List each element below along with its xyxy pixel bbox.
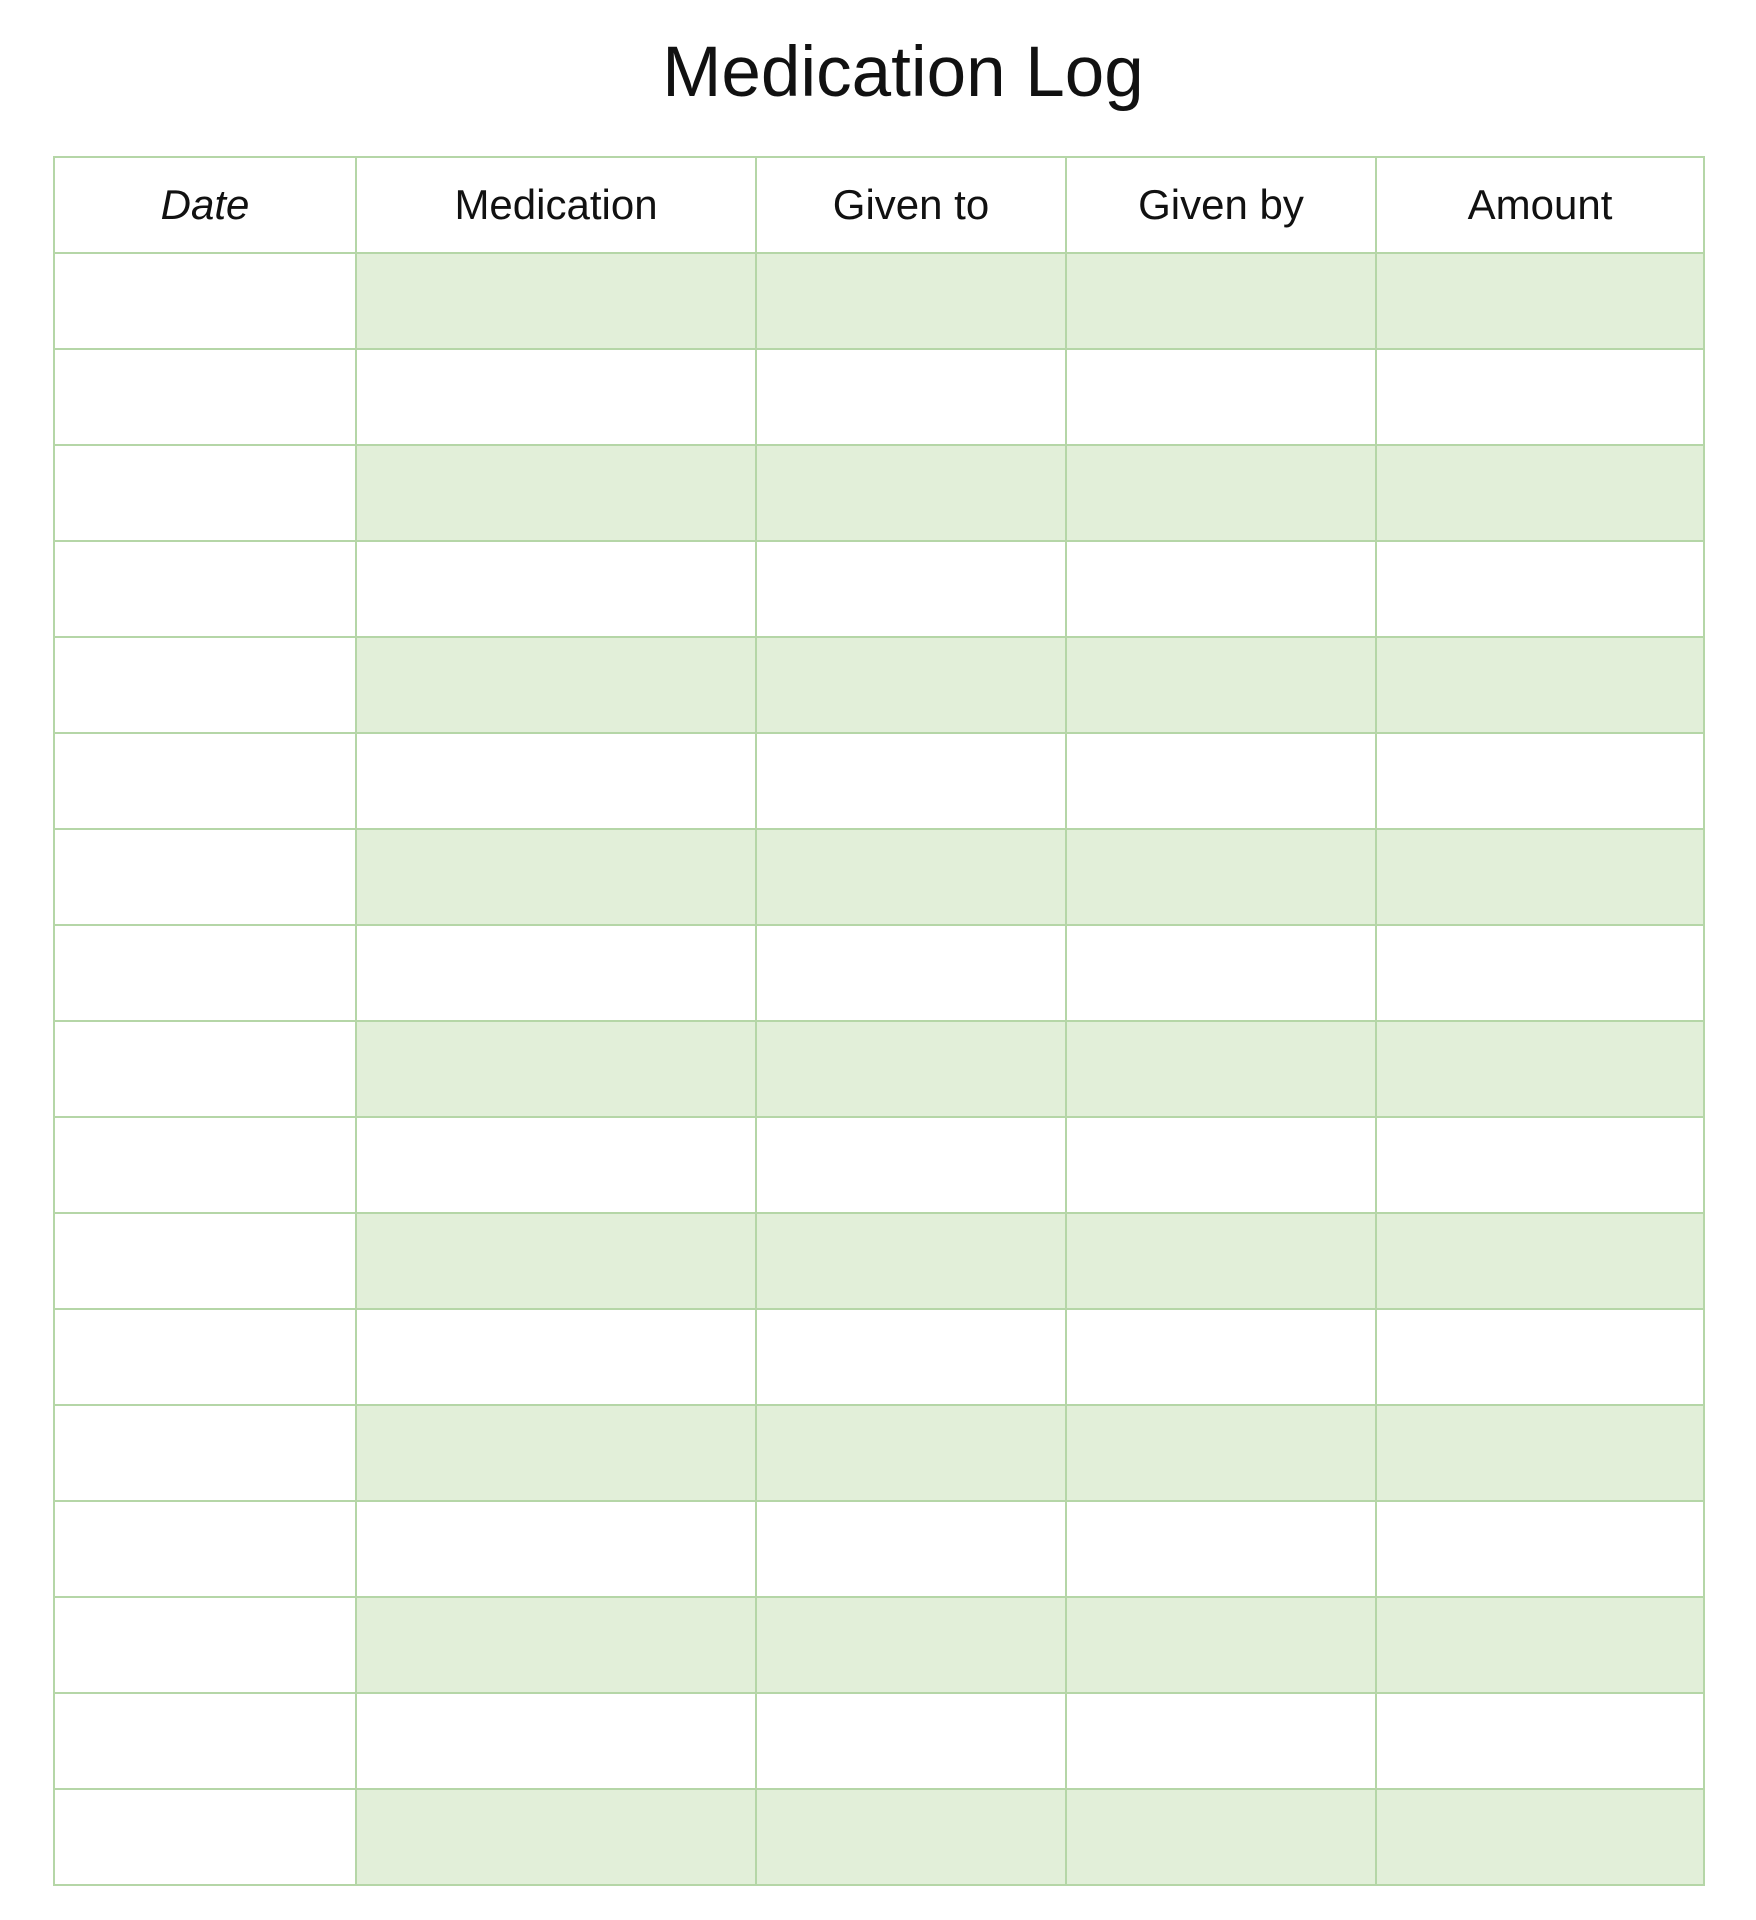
table-row (54, 253, 1704, 349)
medication-cell[interactable] (356, 1117, 756, 1213)
table-row (54, 829, 1704, 925)
date-cell[interactable] (54, 733, 356, 829)
given-by-cell[interactable] (1066, 925, 1376, 1021)
given-by-cell[interactable] (1066, 1405, 1376, 1501)
amount-cell[interactable] (1376, 1213, 1704, 1309)
table-row (54, 637, 1704, 733)
table-row (54, 349, 1704, 445)
amount-cell[interactable] (1376, 349, 1704, 445)
medication-cell[interactable] (356, 1789, 756, 1885)
amount-cell[interactable] (1376, 1405, 1704, 1501)
date-cell[interactable] (54, 349, 356, 445)
date-cell[interactable] (54, 1501, 356, 1597)
date-cell[interactable] (54, 1597, 356, 1693)
given-to-cell[interactable] (756, 445, 1066, 541)
table-row (54, 1693, 1704, 1789)
header-row (54, 157, 1704, 253)
table-row (54, 1597, 1704, 1693)
given-to-cell[interactable] (756, 637, 1066, 733)
given-by-cell[interactable] (1066, 1501, 1376, 1597)
date-cell[interactable] (54, 1693, 356, 1789)
given-to-cell[interactable] (756, 1309, 1066, 1405)
medication-cell[interactable] (356, 349, 756, 445)
table-row (54, 1501, 1704, 1597)
given-by-cell[interactable] (1066, 349, 1376, 445)
given-by-cell[interactable] (1066, 1789, 1376, 1885)
column-header-amount: Amount (1376, 157, 1704, 253)
given-to-cell[interactable] (756, 349, 1066, 445)
column-header-medication: Medication (356, 157, 756, 253)
amount-cell[interactable] (1376, 829, 1704, 925)
medication-cell[interactable] (356, 637, 756, 733)
given-to-cell[interactable] (756, 1213, 1066, 1309)
date-cell[interactable] (54, 925, 356, 1021)
amount-cell[interactable] (1376, 733, 1704, 829)
amount-cell[interactable] (1376, 541, 1704, 637)
table-row (54, 1117, 1704, 1213)
medication-cell[interactable] (356, 1213, 756, 1309)
date-cell[interactable] (54, 1789, 356, 1885)
given-to-cell[interactable] (756, 1597, 1066, 1693)
medication-cell[interactable] (356, 1501, 756, 1597)
table-row (54, 445, 1704, 541)
given-to-cell[interactable] (756, 733, 1066, 829)
date-cell[interactable] (54, 1405, 356, 1501)
amount-cell[interactable] (1376, 253, 1704, 349)
date-cell[interactable] (54, 637, 356, 733)
amount-cell[interactable] (1376, 1693, 1704, 1789)
medication-cell[interactable] (356, 541, 756, 637)
table-row (54, 1789, 1704, 1885)
medication-cell[interactable] (356, 1405, 756, 1501)
medication-log-table (53, 156, 1705, 1886)
date-cell[interactable] (54, 445, 356, 541)
medication-cell[interactable] (356, 829, 756, 925)
given-by-cell[interactable] (1066, 829, 1376, 925)
amount-cell[interactable] (1376, 1501, 1704, 1597)
given-to-cell[interactable] (756, 925, 1066, 1021)
amount-cell[interactable] (1376, 445, 1704, 541)
medication-cell[interactable] (356, 733, 756, 829)
given-by-cell[interactable] (1066, 253, 1376, 349)
table-row (54, 1405, 1704, 1501)
given-to-cell[interactable] (756, 253, 1066, 349)
amount-cell[interactable] (1376, 1021, 1704, 1117)
given-to-cell[interactable] (756, 1117, 1066, 1213)
table-row (54, 733, 1704, 829)
amount-cell[interactable] (1376, 1597, 1704, 1693)
given-to-cell[interactable] (756, 1501, 1066, 1597)
date-cell[interactable] (54, 253, 356, 349)
table-row (54, 1213, 1704, 1309)
medication-cell[interactable] (356, 1309, 756, 1405)
amount-cell[interactable] (1376, 1789, 1704, 1885)
given-by-cell[interactable] (1066, 1021, 1376, 1117)
medication-cell[interactable] (356, 1693, 756, 1789)
given-to-cell[interactable] (756, 1405, 1066, 1501)
medication-cell[interactable] (356, 1597, 756, 1693)
given-by-cell[interactable] (1066, 637, 1376, 733)
medication-cell[interactable] (356, 1021, 756, 1117)
given-to-cell[interactable] (756, 1021, 1066, 1117)
given-by-cell[interactable] (1066, 1213, 1376, 1309)
given-to-cell[interactable] (756, 1693, 1066, 1789)
date-cell[interactable] (54, 1213, 356, 1309)
given-by-cell[interactable] (1066, 541, 1376, 637)
table-row (54, 1021, 1704, 1117)
given-by-cell[interactable] (1066, 733, 1376, 829)
amount-cell[interactable] (1376, 637, 1704, 733)
given-by-cell[interactable] (1066, 1309, 1376, 1405)
log-body (54, 253, 1704, 1885)
medication-cell[interactable] (356, 253, 756, 349)
given-by-cell[interactable] (1066, 1693, 1376, 1789)
column-header-given-to: Given to (756, 157, 1066, 253)
column-header-date: Date (54, 157, 356, 253)
given-to-cell[interactable] (756, 829, 1066, 925)
given-by-cell[interactable] (1066, 1597, 1376, 1693)
medication-cell[interactable] (356, 925, 756, 1021)
column-header-given-by: Given by (1066, 157, 1376, 253)
date-cell[interactable] (54, 1021, 356, 1117)
date-cell[interactable] (54, 541, 356, 637)
date-cell[interactable] (54, 1117, 356, 1213)
table-row (54, 925, 1704, 1021)
amount-cell[interactable] (1376, 1117, 1704, 1213)
table-row (54, 541, 1704, 637)
given-by-cell[interactable] (1066, 1117, 1376, 1213)
amount-cell[interactable] (1376, 1309, 1704, 1405)
date-cell[interactable] (54, 829, 356, 925)
amount-cell[interactable] (1376, 925, 1704, 1021)
given-to-cell[interactable] (756, 1789, 1066, 1885)
given-by-cell[interactable] (1066, 445, 1376, 541)
medication-cell[interactable] (356, 445, 756, 541)
page-title: Medication Log (662, 33, 1144, 112)
date-cell[interactable] (54, 1309, 356, 1405)
table-row (54, 1309, 1704, 1405)
given-to-cell[interactable] (756, 541, 1066, 637)
